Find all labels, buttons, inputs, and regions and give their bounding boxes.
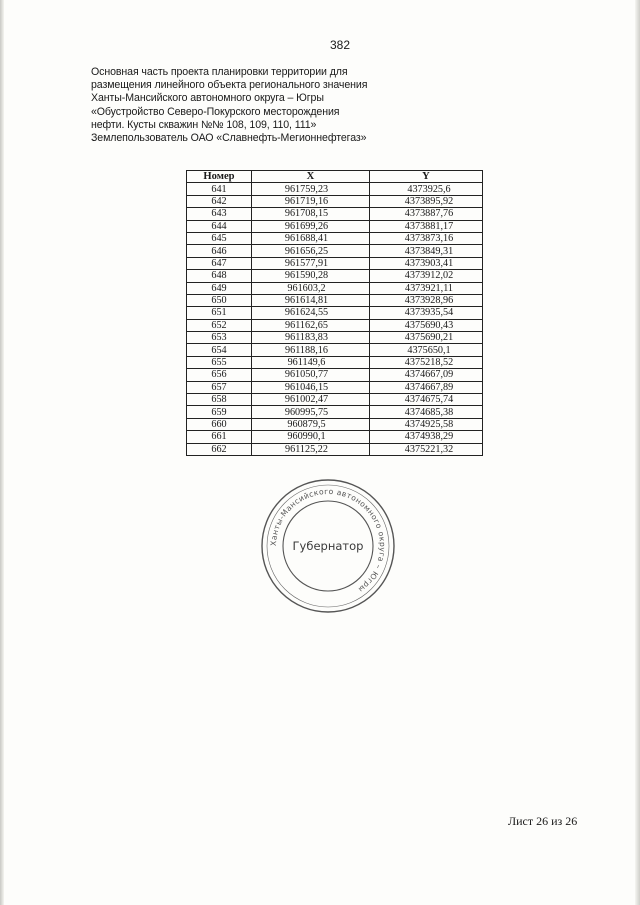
cell-x: 961050,77 xyxy=(252,369,370,381)
cell-y: 4373925,6 xyxy=(370,183,483,195)
cell-number: 659 xyxy=(187,406,252,418)
cell-x: 961759,23 xyxy=(252,183,370,195)
table-body xyxy=(187,183,483,456)
cell-x: 961688,41 xyxy=(252,232,370,244)
table-row xyxy=(187,406,483,418)
cell-x: 960879,5 xyxy=(252,418,370,430)
cell-x: 961002,47 xyxy=(252,394,370,406)
governor-stamp xyxy=(259,477,397,615)
stamp-ring-text: Ханты-Мансийского автономного округа – Югры xyxy=(268,486,388,595)
cell-number: 641 xyxy=(187,183,252,195)
column-header-y: Y xyxy=(370,171,483,183)
cell-x: 961624,55 xyxy=(252,307,370,319)
cell-x: 961656,25 xyxy=(252,245,370,257)
table-row xyxy=(187,208,483,220)
page-number: 382 xyxy=(329,38,351,52)
cell-y: 4375690,21 xyxy=(370,332,483,344)
header-line: Основная часть проекта планировки территории для xyxy=(91,66,348,78)
cell-x: 961125,22 xyxy=(252,443,370,455)
cell-x: 961188,16 xyxy=(252,344,370,356)
cell-x: 961614,81 xyxy=(252,294,370,306)
cell-number: 656 xyxy=(187,369,252,381)
cell-y: 4373935,54 xyxy=(370,307,483,319)
table-row xyxy=(187,332,483,344)
cell-number: 649 xyxy=(187,282,252,294)
cell-x: 961046,15 xyxy=(252,381,370,393)
cell-number: 644 xyxy=(187,220,252,232)
table-row xyxy=(187,195,483,207)
cell-number: 657 xyxy=(187,381,252,393)
table-row xyxy=(187,319,483,331)
cell-number: 655 xyxy=(187,356,252,368)
cell-x: 961719,16 xyxy=(252,195,370,207)
header-line: «Обустройство Северо-Покурского месторождения xyxy=(91,105,340,118)
cell-y: 4373903,41 xyxy=(370,257,483,269)
document-header xyxy=(91,66,421,145)
table-row xyxy=(187,356,483,368)
table-row xyxy=(187,344,483,356)
stamp-center-text: Губернатор xyxy=(292,539,364,553)
table-row xyxy=(187,270,483,282)
cell-y: 4373928,96 xyxy=(370,294,483,306)
cell-y: 4375218,52 xyxy=(370,356,483,368)
header-line: Ханты-Мансийского автономного округа – Югры xyxy=(91,92,324,105)
table-row xyxy=(187,282,483,294)
cell-number: 645 xyxy=(187,232,252,244)
cell-y: 4373881,17 xyxy=(370,220,483,232)
cell-x: 961603,2 xyxy=(252,282,370,294)
column-header-x: X xyxy=(252,171,370,183)
table-row xyxy=(187,183,483,195)
header-line: Землепользователь ОАО «Славнефть-Мегионнефтегаз» xyxy=(91,132,367,145)
cell-number: 660 xyxy=(187,418,252,430)
cell-x: 961699,26 xyxy=(252,220,370,232)
cell-y: 4373912,02 xyxy=(370,270,483,282)
sheet-counter: Лист 26 из 26 xyxy=(508,814,578,828)
column-header-number: Номер xyxy=(187,171,252,183)
table-row xyxy=(187,220,483,232)
cell-x: 961149,6 xyxy=(252,356,370,368)
cell-x: 961590,28 xyxy=(252,270,370,282)
cell-number: 648 xyxy=(187,270,252,282)
cell-x: 961183,83 xyxy=(252,332,370,344)
cell-y: 4373895,92 xyxy=(370,195,483,207)
cell-number: 650 xyxy=(187,294,252,306)
cell-number: 661 xyxy=(187,431,252,443)
cell-number: 662 xyxy=(187,443,252,455)
cell-y: 4374938,29 xyxy=(370,431,483,443)
cell-number: 653 xyxy=(187,332,252,344)
cell-y: 4375690,43 xyxy=(370,319,483,331)
cell-number: 642 xyxy=(187,195,252,207)
cell-x: 961708,15 xyxy=(252,208,370,220)
scan-edge-left xyxy=(0,0,4,905)
cell-y: 4374667,89 xyxy=(370,381,483,393)
header-line: нефти. Кусты скважин №№ 108, 109, 110, 111» xyxy=(91,118,317,131)
cell-y: 4373921,11 xyxy=(370,282,483,294)
table-row xyxy=(187,257,483,269)
cell-y: 4373887,76 xyxy=(370,208,483,220)
cell-x: 960990,1 xyxy=(252,431,370,443)
cell-number: 651 xyxy=(187,307,252,319)
cell-y: 4374925,58 xyxy=(370,418,483,430)
table-row xyxy=(187,394,483,406)
cell-y: 4373873,16 xyxy=(370,232,483,244)
cell-y: 4373849,31 xyxy=(370,245,483,257)
cell-number: 652 xyxy=(187,319,252,331)
cell-x: 960995,75 xyxy=(252,406,370,418)
coordinates-table xyxy=(186,170,483,456)
table-row xyxy=(187,307,483,319)
cell-x: 961162,65 xyxy=(252,319,370,331)
cell-y: 4375221,32 xyxy=(370,443,483,455)
cell-y: 4374685,38 xyxy=(370,406,483,418)
table-row xyxy=(187,232,483,244)
table-row xyxy=(187,431,483,443)
cell-number: 646 xyxy=(187,245,252,257)
table-row xyxy=(187,381,483,393)
table-row xyxy=(187,369,483,381)
header-line: размещения линейного объекта регионального значения xyxy=(91,79,368,92)
scan-edge-right xyxy=(635,0,640,905)
cell-number: 654 xyxy=(187,344,252,356)
cell-number: 658 xyxy=(187,394,252,406)
cell-x: 961577,91 xyxy=(252,257,370,269)
cell-y: 4374667,09 xyxy=(370,369,483,381)
table-header-row xyxy=(187,171,483,183)
table-row xyxy=(187,245,483,257)
table-row xyxy=(187,418,483,430)
cell-y: 4374675,74 xyxy=(370,394,483,406)
cell-number: 647 xyxy=(187,257,252,269)
cell-number: 643 xyxy=(187,208,252,220)
table-row xyxy=(187,443,483,455)
cell-y: 4375650,1 xyxy=(370,344,483,356)
table-row xyxy=(187,294,483,306)
